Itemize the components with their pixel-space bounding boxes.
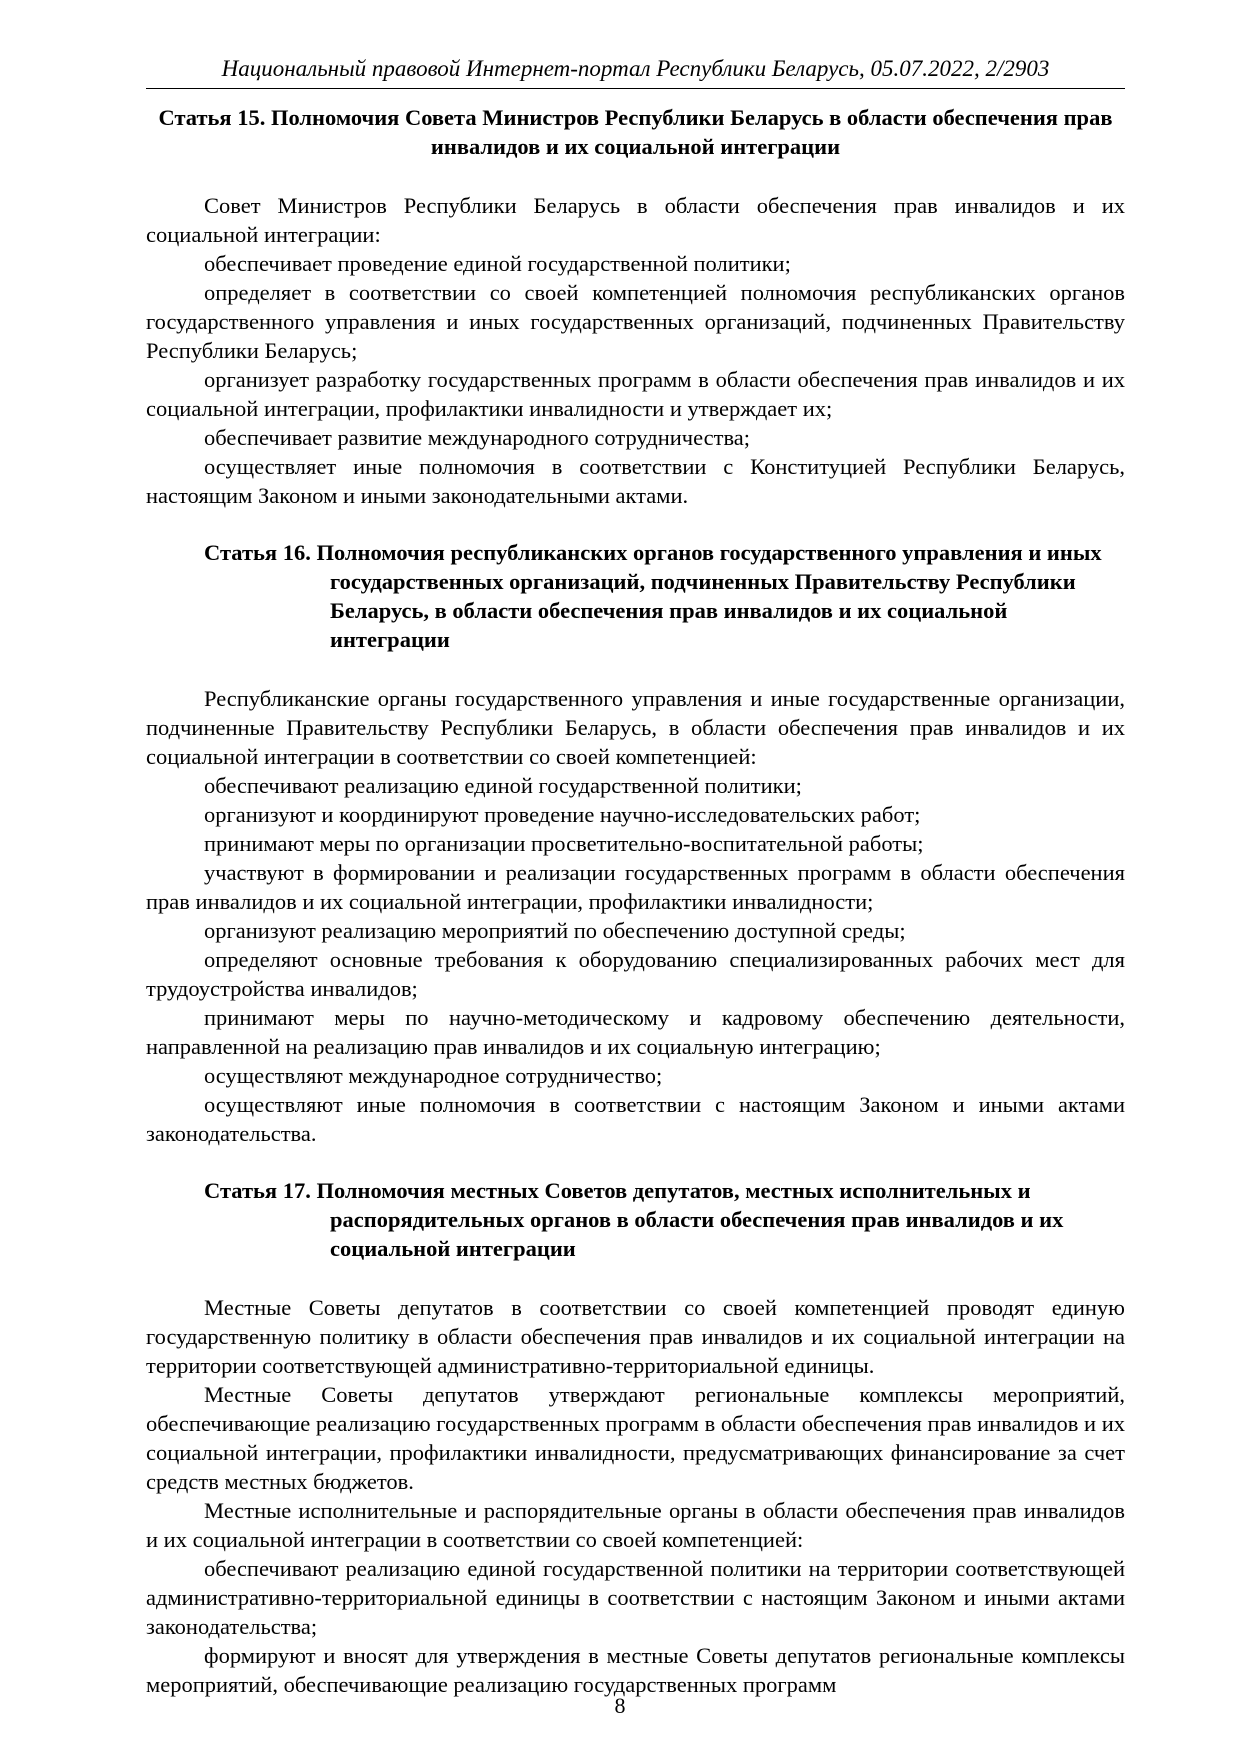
article-body	[146, 684, 1125, 1148]
article-17	[146, 1176, 1125, 1699]
paragraph: определяет в соответствии со своей компетенцией полномочия республиканских органов государственного управления и иных государственных организаций, подчиненных Правительству Республики Беларусь;	[146, 280, 1125, 363]
article-16	[146, 538, 1125, 1148]
paragraph: Местные исполнительные и распорядительные органы в области обеспечения прав инвалидов и их социальной интеграции в соответствии со своей компетенцией:	[146, 1498, 1125, 1552]
article-title: Статья 17. Полномочия местных Советов депутатов, местных исполнительных и распорядительных органов в области обеспечения прав инвалидов и их социальной интеграции	[204, 1178, 1064, 1261]
paragraph: осуществляет иные полномочия в соответствии с Конституцией Республики Беларусь, настоящим Законом и иными законодательными актами.	[146, 454, 1125, 508]
paragraph: организуют реализацию мероприятий по обеспечению доступной среды;	[204, 918, 906, 943]
paragraph: определяют основные требования к оборудованию специализированных рабочих мест для трудоустройства инвалидов;	[146, 947, 1125, 1001]
paragraph: обеспечивают реализацию единой государственной политики;	[204, 773, 802, 798]
article-body	[146, 191, 1125, 510]
paragraph: обеспечивают реализацию единой государственной политики на территории соответствующей административно-территориальной единицы в соответствии с настоящим Законом и иными актами законодательства;	[146, 1556, 1125, 1639]
paragraph: Местные Советы депутатов в соответствии со своей компетенцией проводят единую государственную политику в области обеспечения прав инвалидов и их социальной интеграции на территории соответствующей административно-территориальной единицы.	[146, 1295, 1125, 1378]
running-header: Национальный правовой Интернет-портал Республики Беларусь, 05.07.2022, 2/2903	[146, 54, 1125, 89]
paragraph: Совет Министров Республики Беларусь в области обеспечения прав инвалидов и их социальной интеграции:	[146, 193, 1125, 247]
paragraph: осуществляют иные полномочия в соответствии с настоящим Законом и иными актами законодательства.	[146, 1092, 1125, 1146]
page-number: 8	[614, 1693, 626, 1718]
article-15	[146, 103, 1125, 510]
paragraph: Местные Советы депутатов утверждают региональные комплексы мероприятий, обеспечивающие реализацию государственных программ в области обеспечения прав инвалидов и их социальной интеграции, профилактики инвалидности, предусматривающих финансирование за счет средств местных бюджетов.	[146, 1382, 1125, 1494]
paragraph: участвуют в формировании и реализации государственных программ в области обеспечения прав инвалидов и их социальной интеграции, профилактики инвалидности;	[146, 860, 1125, 914]
paragraph: организуют и координируют проведение научно-исследовательских работ;	[204, 802, 921, 827]
article-body	[146, 1293, 1125, 1699]
paragraph: Республиканские органы государственного управления и иные государственные организации, подчиненные Правительству Республики Беларусь, в области обеспечения прав инвалидов и их социальной интеграции в соответствии со своей компетенцией:	[146, 686, 1125, 769]
paragraph: принимают меры по научно-методическому и кадровому обеспечению деятельности, направленной на реализацию прав инвалидов и их социальную интеграцию;	[146, 1005, 1125, 1059]
paragraph: организует разработку государственных программ в области обеспечения прав инвалидов и их социальной интеграции, профилактики инвалидности и утверждает их;	[146, 367, 1125, 421]
article-title: Статья 15. Полномочия Совета Министров Республики Беларусь в области обеспечения прав инвалидов и их социальной интеграции	[158, 105, 1113, 159]
paragraph: формируют и вносят для утверждения в местные Советы депутатов региональные комплексы мероприятий, обеспечивающие реализацию государственных программ	[146, 1643, 1125, 1697]
paragraph: обеспечивает развитие международного сотрудничества;	[204, 425, 751, 450]
document-page	[146, 54, 1125, 1699]
paragraph: осуществляют международное сотрудничество;	[204, 1063, 663, 1088]
article-title: Статья 16. Полномочия республиканских органов государственного управления и иных государственных организаций, подчиненных Правительству Республики Беларусь, в области обеспечения прав инвалидов и их социальной интеграции	[204, 540, 1102, 652]
paragraph: обеспечивает проведение единой государственной политики;	[204, 251, 791, 276]
paragraph: принимают меры по организации просветительно-воспитательной работы;	[204, 831, 924, 856]
